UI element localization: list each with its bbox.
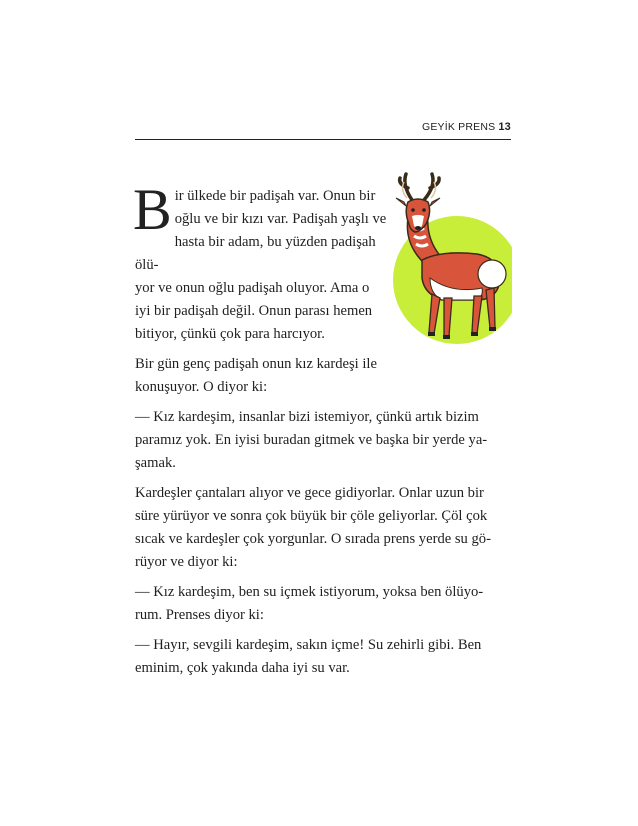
line: sıcak ve kardeşler çok yorgunlar. O sırada prens yerde su gö- bbox=[135, 531, 491, 547]
line: — Kız kardeşim, ben su içmek istiyorum, yoksa ben ölüyo- bbox=[135, 584, 484, 600]
line: hasta bir adam, bu yüzden padişah ölü- bbox=[135, 234, 376, 273]
page-number: 13 bbox=[498, 121, 511, 133]
line: şamak. bbox=[135, 455, 176, 471]
paragraph-1 bbox=[133, 177, 387, 346]
line: bitiyor, çünkü çok para harcıyor. bbox=[135, 326, 325, 342]
line: ir ülkede bir padişah var. Onun bir bbox=[174, 188, 376, 204]
story-text bbox=[133, 177, 513, 687]
line: — Kız kardeşim, insanlar bizi istemiyor, çünkü artık bizim bbox=[135, 409, 479, 425]
line: konuşuyor. O diyor ki: bbox=[135, 379, 268, 395]
paragraph-6 bbox=[135, 634, 513, 680]
page-header bbox=[135, 117, 511, 140]
drop-cap: B bbox=[133, 177, 172, 242]
paragraph-2 bbox=[135, 353, 390, 399]
line: süre yürüyor ve sonra çok büyük bir çöle geliyorlar. Çöl çok bbox=[135, 508, 488, 524]
line: paramız yok. En iyisi buradan gitmek ve başka bir yerde ya- bbox=[135, 432, 488, 448]
line: Kardeşler çantaları alıyor ve gece gidiyorlar. Onlar uzun bir bbox=[135, 485, 484, 501]
paragraph-5 bbox=[135, 581, 513, 627]
line: rüyor ve diyor ki: bbox=[135, 554, 238, 570]
paragraph-3 bbox=[135, 406, 513, 475]
paragraph-4 bbox=[135, 482, 513, 574]
line: eminim, çok yakında daha iyi su var. bbox=[135, 660, 350, 676]
book-title: GEYİK PRENS bbox=[421, 121, 496, 133]
line: yor ve onun oğlu padişah oluyor. Ama o bbox=[135, 280, 370, 296]
line: oğlu ve bir kızı var. Padişah yaşlı ve bbox=[174, 211, 387, 227]
running-head bbox=[422, 121, 511, 133]
line: — Hayır, sevgili kardeşim, sakın içme! Su zehirli gibi. Ben bbox=[135, 637, 482, 653]
line: Bir gün genç padişah onun kız kardeşi ile bbox=[135, 356, 377, 372]
line: rum. Prenses diyor ki: bbox=[135, 607, 264, 623]
line: iyi bir padişah değil. Onun parası hemen bbox=[135, 303, 373, 319]
